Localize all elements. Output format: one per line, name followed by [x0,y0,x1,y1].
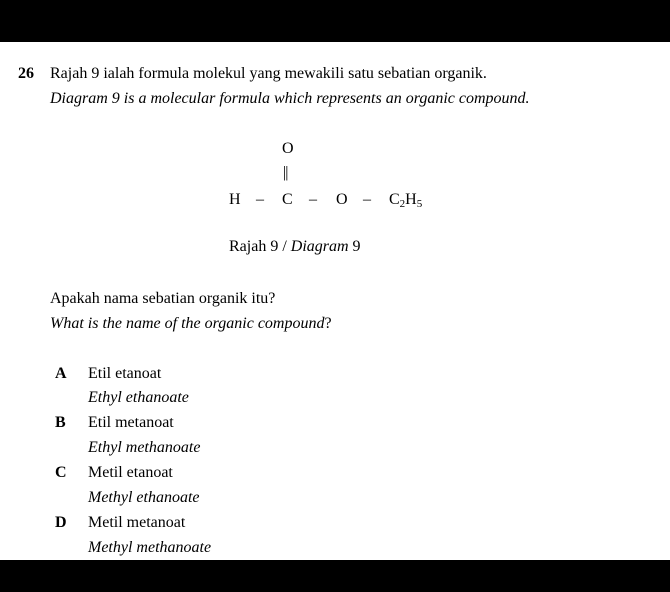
question-number: 26 [18,65,34,82]
option-a-malay[interactable]: Etil etanoat [88,365,162,382]
carbonyl-oxygen: O [282,140,294,157]
bottom-black-bar [0,560,670,592]
ethyl-group: $C_2H_5$ [389,191,423,210]
diagram-caption: Rajah 9 / Diagram 9 [229,238,361,255]
top-black-bar [0,0,670,42]
question-text-english: Diagram 9 is a molecular formula which represents an organic compound. [50,90,530,107]
option-d-english[interactable]: Methyl methanoate [88,539,212,556]
bond-3: – [363,191,371,208]
option-c-english[interactable]: Methyl ethanoate [88,489,200,506]
option-b-letter[interactable]: B [55,414,66,431]
option-c-letter[interactable]: C [55,464,67,481]
option-a-letter[interactable]: A [55,365,67,382]
atom-carbon: C [282,191,293,208]
bond-2: – [309,191,317,208]
prompt-english: What is the name of the organic compound? [50,315,332,332]
atom-oxygen: O [336,191,348,208]
option-d-letter[interactable]: D [55,514,67,531]
double-bond: || [283,164,288,181]
bond-1: – [256,191,264,208]
option-b-malay[interactable]: Etil metanoat [88,414,174,431]
option-b-english[interactable]: Ethyl methanoate [88,439,201,456]
option-c-malay[interactable]: Metil etanoat [88,464,173,481]
prompt-malay: Apakah nama sebatian organik itu? [50,290,276,307]
atom-hydrogen: H [229,191,241,208]
option-d-malay[interactable]: Metil metanoat [88,514,186,531]
option-a-english[interactable]: Ethyl ethanoate [88,389,189,406]
question-text-malay: Rajah 9 ialah formula molekul yang mewakili satu sebatian organik. [50,65,487,82]
